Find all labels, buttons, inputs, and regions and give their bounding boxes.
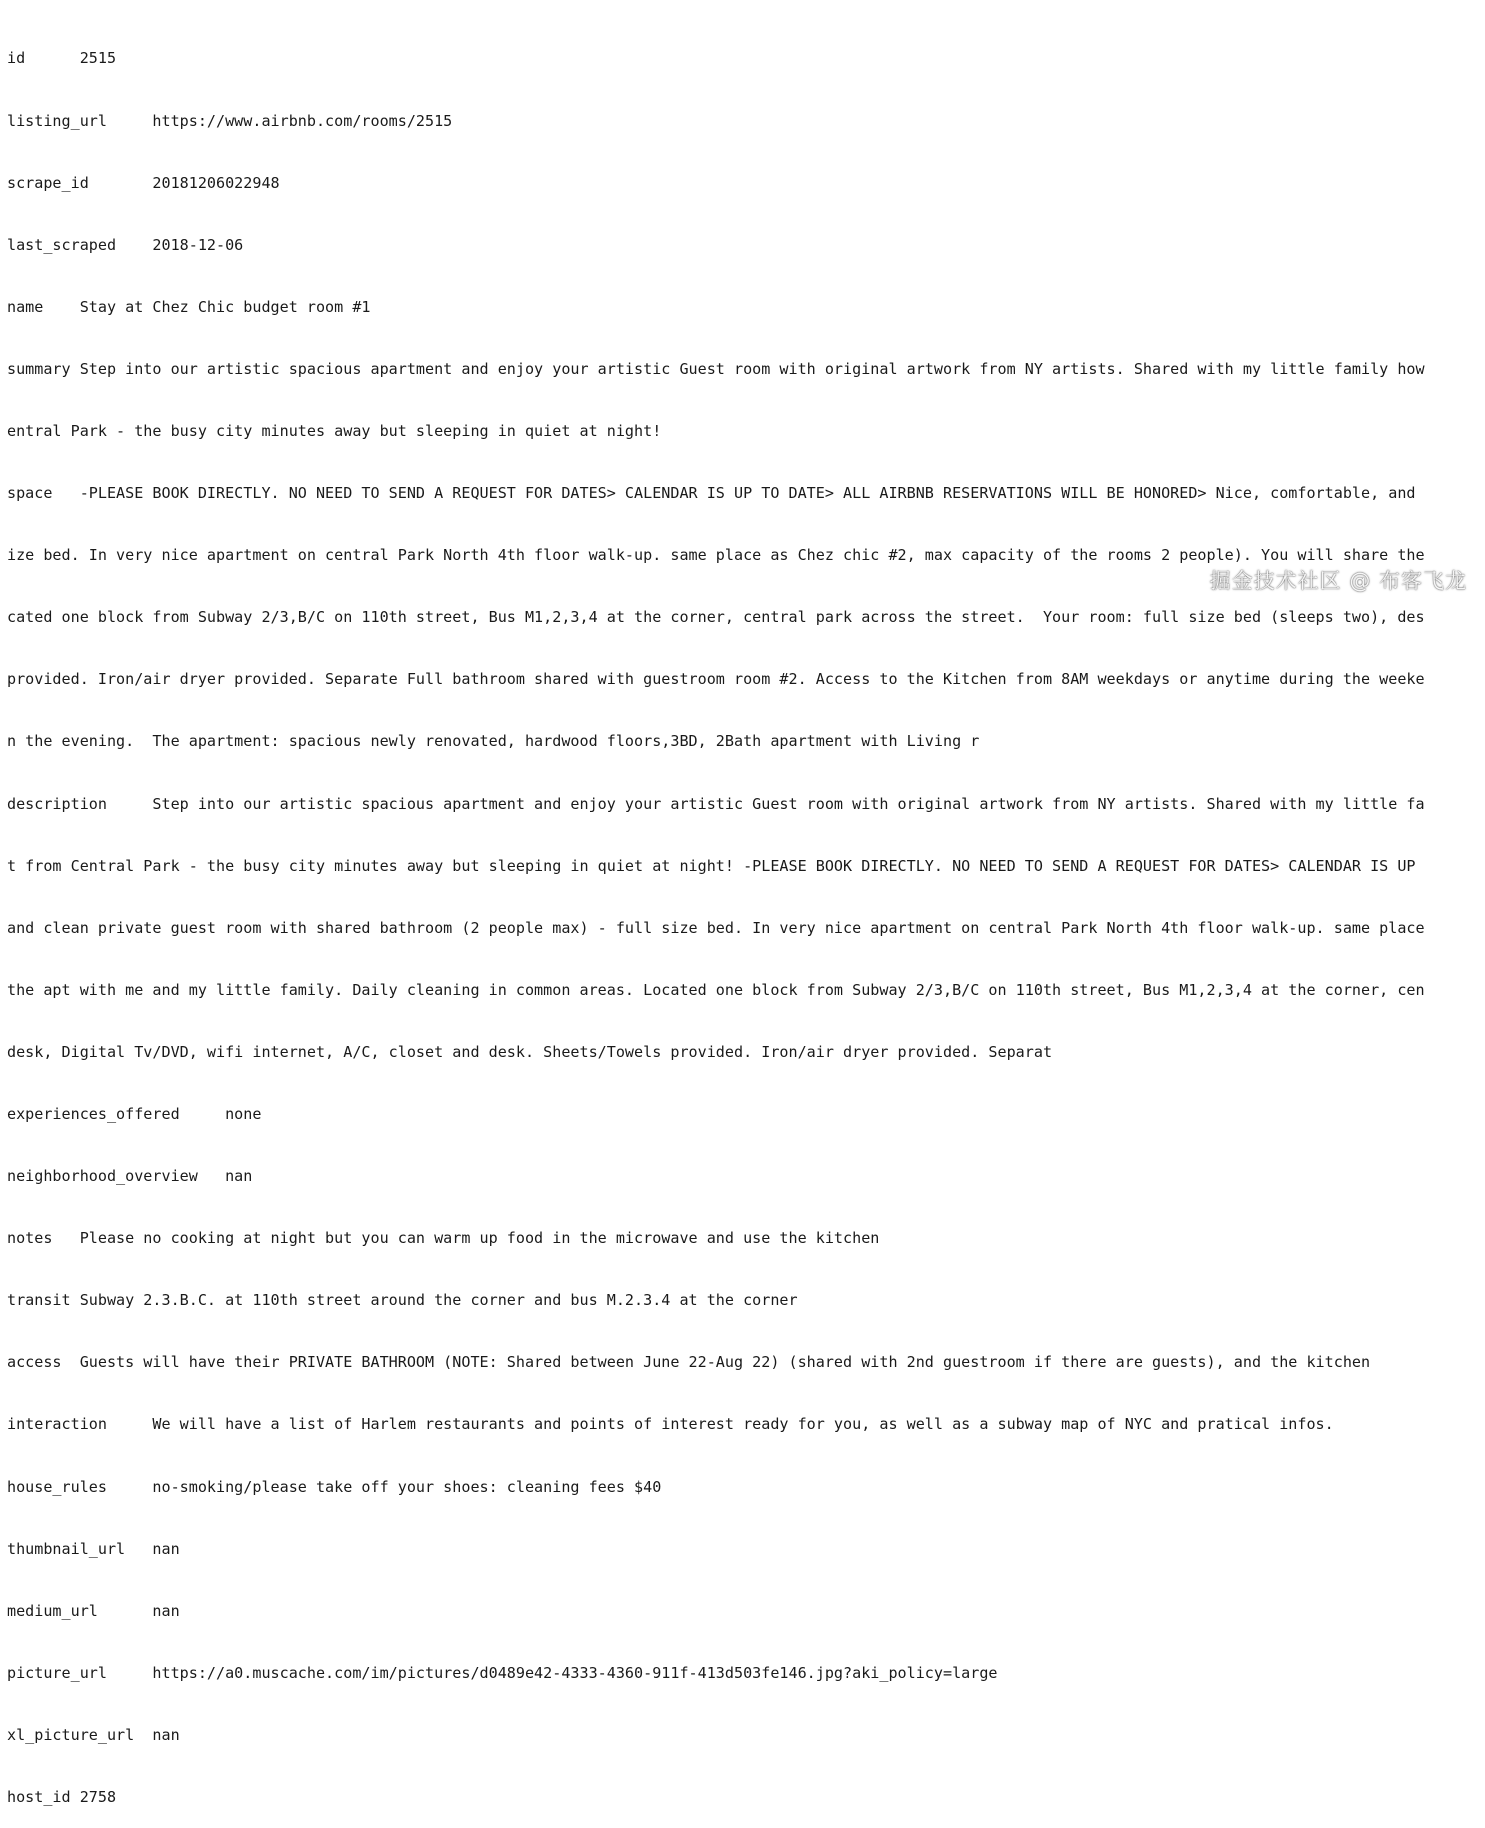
output-line: and clean private guest room with shared bathroom (2 people max) - full size bed. In very nice apartment on central Park North 4th floor walk-up. same place (7, 918, 1425, 937)
output-line: entral Park - the busy city minutes away but sleeping in quiet at night! (7, 421, 662, 440)
output-line: the apt with me and my little family. Daily cleaning in common areas. Located one block from Subway 2/3,B/C on 110th street, Bus M1,2,3,4 at the corner, cen (7, 980, 1425, 999)
output-line: cated one block from Subway 2/3,B/C on 110th street, Bus M1,2,3,4 at the corner, central park across the street. Your room: full size bed (sleeps two), des (7, 608, 1425, 627)
output-line: experiences_offered none (7, 1105, 262, 1123)
output-line: provided. Iron/air dryer provided. Separate Full bathroom shared with guestroom room #2. Access to the Kitchen from 8AM weekdays or anytime during the weeke (7, 670, 1425, 689)
output-line: host_id 2758 (7, 1788, 117, 1807)
output-line: summary Step into our artistic spacious apartment and enjoy your artistic Guest room with original artwork from NY artists. Shared with my little family how (7, 359, 1425, 378)
output-line: neighborhood_overview nan (7, 1167, 253, 1186)
output-line: name Stay at Chez Chic budget room #1 (7, 297, 371, 316)
output-line: picture_url https://a0.muscache.com/im/pictures/d0489e42-4333-4360-911f-413d503fe146.jpg?aki_policy=large (7, 1663, 998, 1682)
output-line: last_scraped 2018-12-06 (7, 235, 244, 254)
output-line: thumbnail_url nan (7, 1539, 180, 1558)
output-line: description Step into our artistic spacious apartment and enjoy your artistic Guest room with original artwork from NY artists. Shared with my little fa (7, 794, 1425, 813)
terminal-output (7, 7, 1485, 1807)
output-line: notes Please no cooking at night but you can warm up food in the microwave and use the kitchen (7, 1229, 880, 1248)
output-line: space -PLEASE BOOK DIRECTLY. NO NEED TO SEND A REQUEST FOR DATES> CALENDAR IS UP TO DATE> ALL AIRBNB RESERVATIONS WILL BE HONORED> Nice, comfortable, and (7, 484, 1416, 503)
output-line: access Guests will have their PRIVATE BATHROOM (NOTE: Shared between June 22-Aug 22) (shared with 2nd guestroom if there are guests), and the kitchen (7, 1353, 1371, 1372)
watermark-text: 掘金技术社区 @ 布客飞龙 (1209, 569, 1467, 593)
output-line: transit Subway 2.3.B.C. at 110th street around the corner and bus M.2.3.4 at the corner (7, 1291, 798, 1310)
output-line: t from Central Park - the busy city minutes away but sleeping in quiet at night! -PLEASE BOOK DIRECTLY. NO NEED TO SEND A REQUEST FOR DATES> CALENDAR IS UP (7, 856, 1416, 875)
output-line: ize bed. In very nice apartment on central Park North 4th floor walk-up. same place as Chez chic #2, max capacity of the rooms 2 people). You will share the (7, 546, 1425, 565)
output-line: scrape_id 20181206022948 (7, 173, 280, 192)
output-line: n the evening. The apartment: spacious newly renovated, hardwood floors,3BD, 2Bath apartment with Living r (7, 732, 980, 751)
output-line: house_rules no-smoking/please take off your shoes: cleaning fees $40 (7, 1477, 662, 1496)
output-line: desk, Digital Tv/DVD, wifi internet, A/C, closet and desk. Sheets/Towels provided. Iron/air dryer provided. Separat (7, 1042, 1053, 1061)
output-line: id 2515 (7, 49, 117, 68)
output-line: medium_url nan (7, 1601, 180, 1620)
output-line: listing_url https://www.airbnb.com/rooms/2515 (7, 111, 453, 130)
output-line: interaction We will have a list of Harlem restaurants and points of interest ready for you, as well as a subway map of NYC and pratical infos. (7, 1415, 1334, 1434)
output-line: xl_picture_url nan (7, 1725, 180, 1744)
